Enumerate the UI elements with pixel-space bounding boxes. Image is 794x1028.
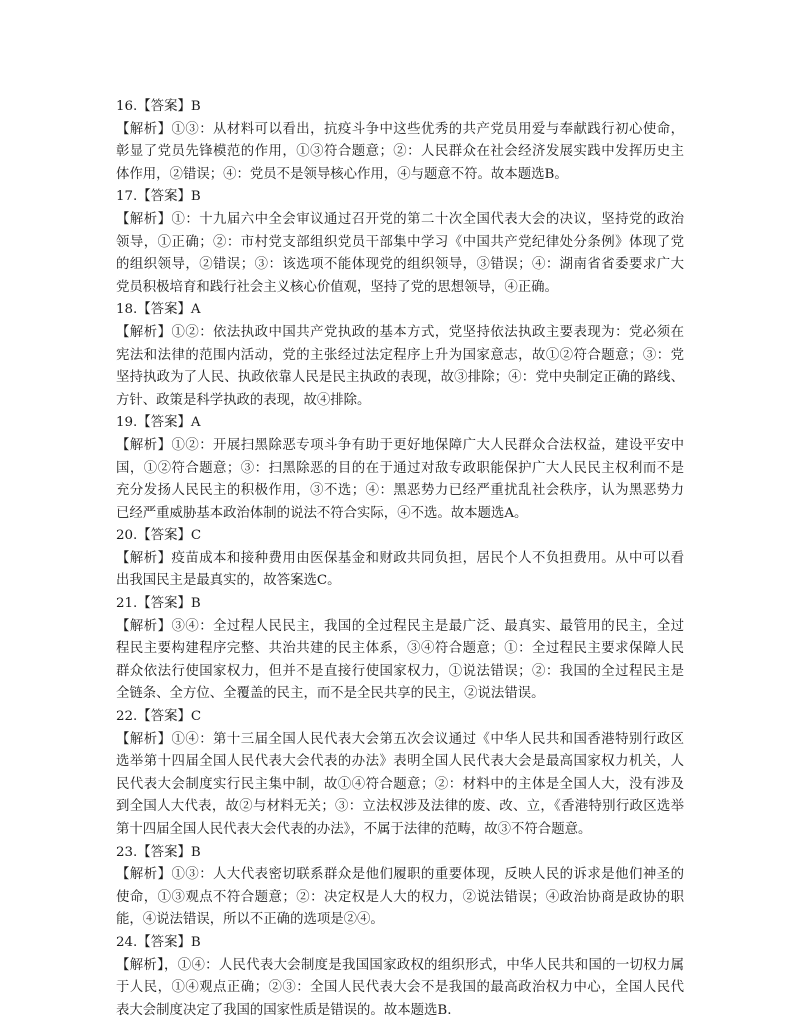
answer-heading: 19.【答案】A (116, 415, 201, 431)
answer-heading: 18.【答案】A (116, 302, 201, 318)
analysis-line: 国，①②符合题意；③：扫黑除恶的目的在于通过对敌专政职能保护广大人民民主权利而不是 (116, 460, 684, 476)
answer-sheet (116, 96, 684, 1022)
answer-item-22 (116, 706, 684, 842)
analysis-line: 使命，①③观点不符合题意；②：决定权是人大的权力，②说法错误；④政治协商是政协的职 (116, 889, 684, 905)
analysis-line: 【解析】①③：人大代表密切联系群众是他们履职的重要体现，反映人民的诉求是他们神圣的 (116, 867, 684, 883)
analysis-line: 能，④说法错误，所以不正确的选项是②④。 (116, 912, 384, 928)
answer-item-21 (116, 593, 684, 706)
analysis-line: 选举第十四届全国人民代表大会代表的办法》表明全国人民代表大会是最高国家权力机关，人 (116, 754, 684, 770)
answer-item-17 (116, 186, 684, 299)
answer-heading: 20.【答案】C (116, 528, 202, 544)
answer-item-19 (116, 412, 684, 525)
analysis-line: 体作用，②错误；④：党员不是领导核心作用，④与题意不符。故本题选B。 (116, 166, 568, 182)
answer-heading: 22.【答案】C (116, 709, 202, 725)
answer-item-20 (116, 525, 684, 593)
answer-heading: 17.【答案】B (116, 189, 201, 205)
answer-item-18 (116, 299, 684, 412)
analysis-line: 表大会制度决定了我国的国家性质是错误的。故本题选B. (116, 1002, 452, 1018)
analysis-line: 的组织领导，②错误；③：该选项不能体现党的组织领导，③错误；④：湖南省省委要求广大 (116, 257, 684, 273)
analysis-line: 于人民，①④观点正确；②③：全国人民代表大会不是我国的最高政治权力中心，全国人民代 (116, 980, 684, 996)
analysis-line: 民代表大会制度实行民主集中制，故①④符合题意；②：材料中的主体是全国人大，没有涉及 (116, 776, 684, 792)
analysis-line: 到全国人大代表，故②与材料无关；③：立法权涉及法律的废、改、立，《香港特别行政区选举 (116, 799, 684, 815)
analysis-line: 坚持执政为了人民、执政依靠人民是民主执政的表现，故③排除；④：党中央制定正确的路线、 (116, 370, 684, 386)
analysis-line: 【解析】①：十九届六中全会审议通过召开党的第二十次全国代表大会的决议，坚持党的政治 (116, 211, 684, 227)
answer-heading: 23.【答案】B (116, 844, 201, 860)
answer-heading: 24.【答案】B (116, 934, 201, 950)
analysis-line: 【解析】①②：开展扫黑除恶专项斗争有助于更好地保障广大人民群众合法权益，建设平安中 (116, 437, 684, 453)
analysis-line: 已经严重威胁基本政治体制的说法不符合实际，④不选。故本题选A。 (116, 505, 528, 521)
analysis-line: 全链条、全方位、全覆盖的民主，而不是全民共享的民主，②说法错误。 (116, 686, 545, 702)
analysis-line: 程民主要构建程序完整、共治共建的民主体系，③④符合题意；①：全过程民主要求保障人民 (116, 641, 684, 657)
analysis-line: 充分发扬人民民主的积极作用，③不选；④：黑恶势力已经严重扰乱社会秩序，认为黑恶势力 (116, 483, 684, 499)
analysis-line: 彰显了党员先锋模范的作用，①③符合题意；②：人民群众在社会经济发展实践中发挥历史主 (116, 144, 684, 160)
answer-item-16 (116, 96, 684, 186)
analysis-line: 【解析】①②：依法执政中国共产党执政的基本方式，党坚持依法执政主要表现为：党必须在 (116, 324, 684, 340)
analysis-line: 出我国民主是最真实的，故答案选C。 (116, 573, 341, 589)
analysis-line: 【解析】①④：第十三届全国人民代表大会第五次会议通过《中华人民共和国香港特别行政区 (116, 731, 684, 747)
answer-heading: 16.【答案】B (116, 99, 201, 114)
analysis-line: 领导，①正确；②：市村党支部组织党员干部集中学习《中国共产党纪律处分条例》体现了党 (116, 234, 684, 250)
answer-heading: 21.【答案】B (116, 596, 201, 612)
analysis-line: 【解析】疫苗成本和接种费用由医保基金和财政共同负担，居民个人不负担费用。从中可以看 (116, 550, 684, 566)
analysis-line: 第十四届全国人民代表大会代表的办法》，不属于法律的范畴，故③不符合题意。 (116, 822, 592, 837)
analysis-line: 方针、政策是科学执政的表现，故④排除。 (116, 392, 371, 408)
answer-item-23 (116, 842, 684, 932)
analysis-line: 【解析】①③：从材料可以看出，抗疫斗争中这些优秀的共产党员用爱与奉献践行初心使命， (116, 121, 684, 137)
analysis-line: 【解析】③④：全过程人民民主，我国的全过程民主是最广泛、最真实、最管用的民主，全过 (116, 618, 684, 634)
analysis-line: 宪法和法律的范围内活动，党的主张经过法定程序上升为国家意志，故①②符合题意；③：党 (116, 347, 684, 363)
analysis-line: 党员积极培育和践行社会主义核心价值观，坚持了党的思想领导，④正确。 (116, 279, 558, 295)
analysis-line: 【解析】，①④：人民代表大会制度是我国国家政权的组织形式，中华人民共和国的一切权力属 (116, 957, 684, 973)
answer-item-24 (116, 932, 684, 1022)
analysis-line: 群众依法行使国家权力，但并不是直接行使国家权力，①说法错误；②：我国的全过程民主是 (116, 663, 684, 679)
